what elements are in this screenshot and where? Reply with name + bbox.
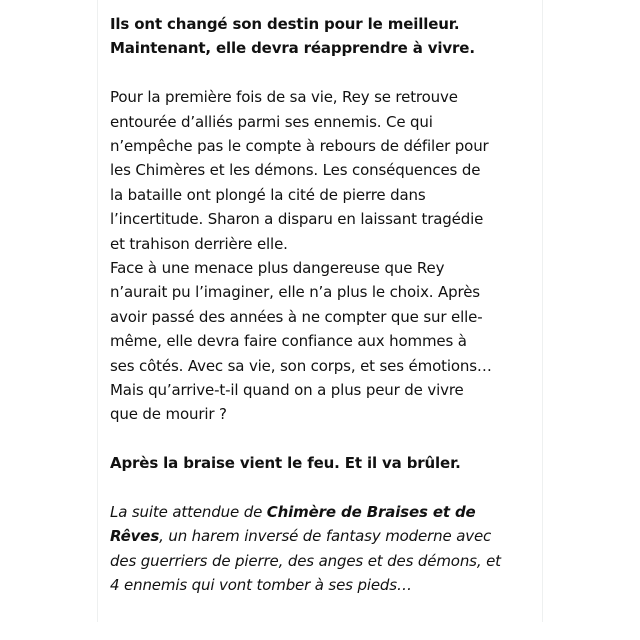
body-line: entourée d’alliés parmi ses ennemis. Ce qui — [110, 112, 433, 131]
closing-prefix: La suite attendue de — [110, 503, 267, 522]
body-line: Pour la première fois de sa vie, Rey se retrouve — [110, 88, 458, 107]
body-line: que de mourir ? — [110, 405, 227, 424]
series-title-end: Rêves — [110, 527, 160, 546]
body-line: et trahison derrière elle. — [110, 234, 288, 253]
body-line: n’aurait pu l’imaginer, elle n’a plus le choix. Après — [110, 283, 480, 302]
book-description — [110, 12, 540, 598]
closing-suffix: , un harem inversé de fantasy moderne avec — [159, 527, 492, 546]
closing-line-3: des guerriers de pierre, des anges et des démons, et — [110, 551, 501, 570]
body-line: Mais qu’arrive-t-il quand on a plus peur de vivre — [110, 381, 464, 400]
closing-line-2 — [110, 524, 540, 548]
body-line: l’incertitude. Sharon a disparu en laissant tragédie — [110, 210, 484, 229]
headline-line-2: Maintenant, elle devra réapprendre à vivre. — [110, 39, 475, 58]
body-line: Face à une menace plus dangereuse que Rey — [110, 259, 445, 278]
series-title: Chimère de Braises et de — [266, 503, 476, 522]
body-line: avoir passé des années à ne compter que sur elle- — [110, 307, 483, 326]
body-line: les Chimères et les démons. Les conséquences de — [110, 161, 481, 180]
body-line: la bataille ont plongé la cité de pierre dans — [110, 185, 426, 204]
paragraph-gap — [110, 476, 540, 500]
tagline: Après la braise vient le feu. Et il va brûler. — [110, 454, 461, 473]
paragraph-gap — [110, 427, 540, 451]
body-line: même, elle devra faire confiance aux hommes à — [110, 332, 467, 351]
closing-line-4: 4 ennemis qui vont tomber à ses pieds… — [110, 576, 412, 595]
body-line: n’empêche pas le compte à rebours de défiler pour — [110, 137, 489, 156]
headline-line-1: Ils ont changé son destin pour le meilleur. — [110, 15, 460, 33]
closing-line-1 — [110, 500, 540, 524]
body-line: ses côtés. Avec sa vie, son corps, et ses émotions… — [110, 356, 492, 375]
paragraph-gap — [110, 61, 540, 85]
